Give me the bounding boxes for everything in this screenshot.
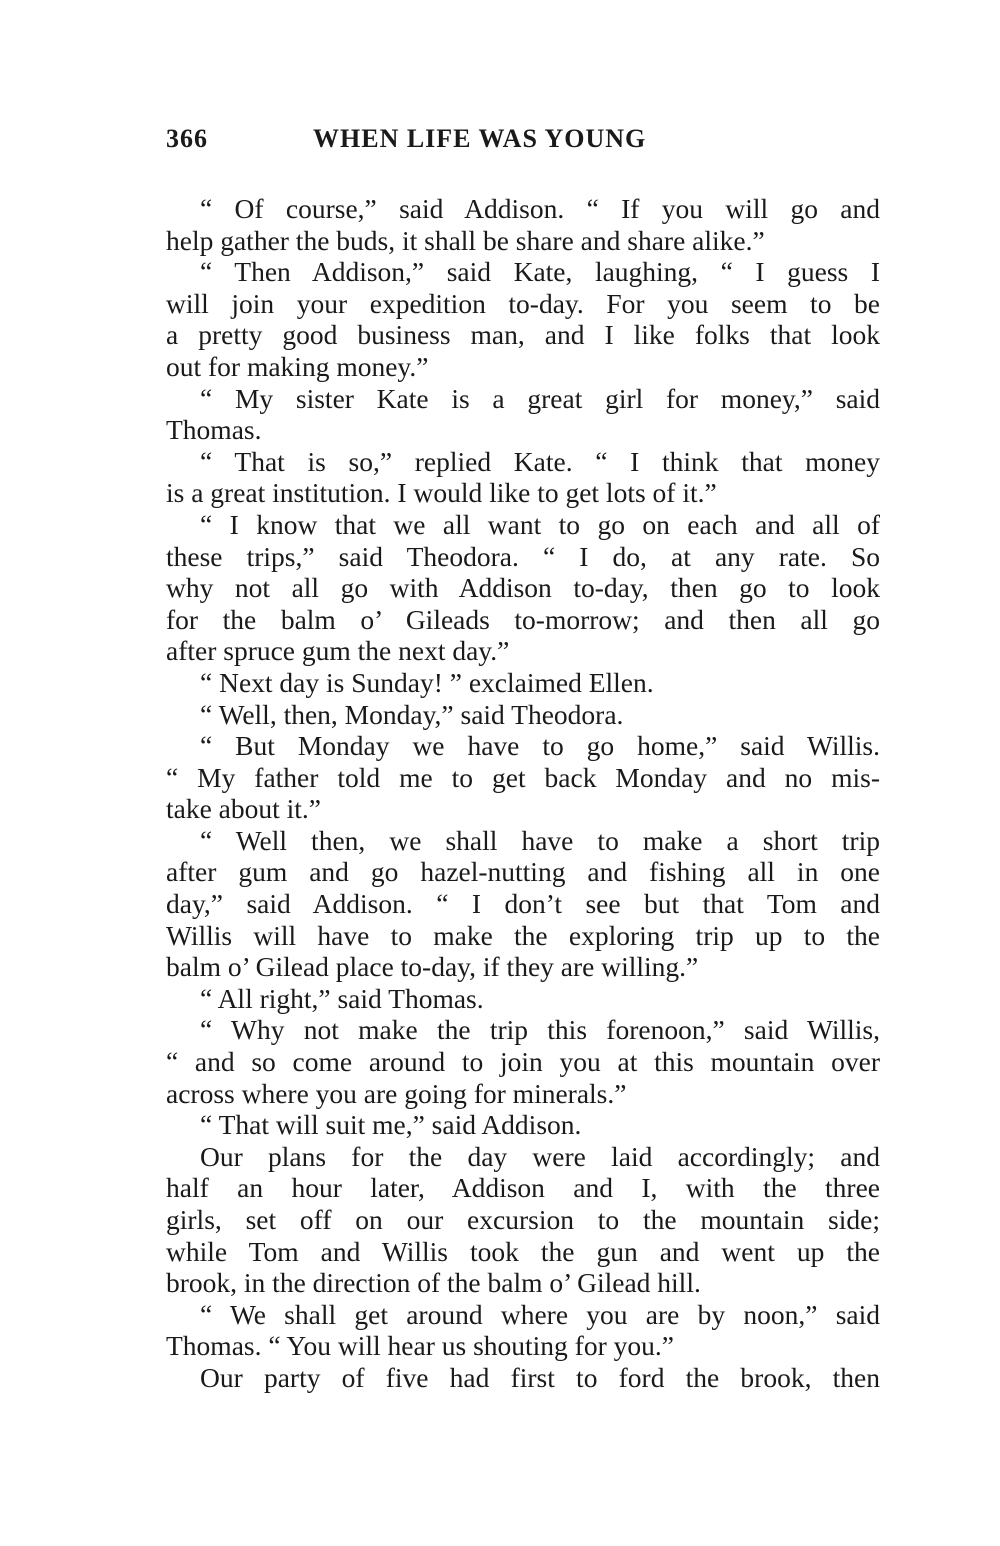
text-line: “ My father told me to get back Monday and no mis- bbox=[166, 761, 880, 793]
text-line: Thomas. bbox=[166, 414, 262, 446]
text-line: while Tom and Willis took the gun and went up the bbox=[166, 1235, 880, 1267]
text-line: “ All right,” said Thomas. bbox=[200, 982, 484, 1014]
text-line: after spruce gum the next day.” bbox=[166, 635, 510, 667]
text-line: “ Of course,” said Addison. “ If you will go and bbox=[200, 193, 880, 224]
text-line: “ Then Addison,” said Kate, laughing, “ I guess I bbox=[200, 256, 880, 288]
page-header bbox=[166, 124, 880, 158]
text-line: across where you are going for minerals.” bbox=[166, 1077, 627, 1109]
text-line: balm o’ Gilead place to-day, if they are willing.” bbox=[166, 951, 699, 983]
text-line: why not all go with Addison to-day, then go to look bbox=[166, 572, 880, 604]
text-line: “ and so come around to join you at this mountain over bbox=[166, 1046, 880, 1078]
text-line: “ Well then, we shall have to make a short trip bbox=[200, 824, 880, 856]
text-line: brook, in the direction of the balm o’ Gilead hill. bbox=[166, 1267, 701, 1299]
text-line: will join your expedition to-day. For you seem to be bbox=[166, 287, 880, 319]
text-line: is a great institution. I would like to get lots of it.” bbox=[166, 477, 717, 509]
text-line: Thomas. “ You will hear us shouting for you.” bbox=[166, 1330, 674, 1362]
text-line: “ But Monday we have to go home,” said Willis. bbox=[200, 730, 880, 762]
text-line: “ We shall get around where you are by noon,” said bbox=[200, 1298, 880, 1330]
text-line: day,” said Addison. “ I don’t see but that Tom and bbox=[166, 888, 880, 920]
text-line: Our party of five had first to ford the brook, then bbox=[200, 1361, 880, 1393]
text-line: after gum and go hazel-nutting and fishing all in one bbox=[166, 856, 880, 888]
text-line: help gather the buds, it shall be share and share alike.” bbox=[166, 224, 765, 256]
text-line: out for making money.” bbox=[166, 350, 429, 382]
text-line: “ Well, then, Monday,” said Theodora. bbox=[200, 698, 624, 730]
text-line: “ I know that we all want to go on each and all of bbox=[200, 508, 880, 540]
text-line: a pretty good business man, and I like folks that look bbox=[166, 319, 880, 351]
text-line: “ Next day is Sunday! ” exclaimed Ellen. bbox=[200, 666, 654, 698]
text-line: for the balm o’ Gileads to-morrow; and then all go bbox=[166, 603, 880, 635]
text-line: half an hour later, Addison and I, with the three bbox=[166, 1172, 880, 1204]
text-line: girls, set off on our excursion to the mountain side; bbox=[166, 1204, 880, 1235]
body-text bbox=[166, 193, 880, 1394]
text-line: take about it.” bbox=[166, 793, 322, 825]
text-line: “ That is so,” replied Kate. “ I think that money bbox=[200, 445, 880, 477]
text-line: “ My sister Kate is a great girl for money,” said bbox=[200, 382, 880, 414]
text-line: these trips,” said Theodora. “ I do, at any rate. So bbox=[166, 540, 880, 572]
text-line: “ Why not make the trip this forenoon,” said Willis, bbox=[200, 1014, 880, 1046]
text-line: Our plans for the day were laid accordingly; and bbox=[200, 1140, 880, 1172]
running-title: WHEN LIFE WAS YOUNG bbox=[313, 124, 647, 153]
page-number: 366 bbox=[166, 124, 208, 153]
text-line: “ That will suit me,” said Addison. bbox=[200, 1109, 582, 1141]
text-line: Willis will have to make the exploring trip up to the bbox=[166, 919, 880, 951]
